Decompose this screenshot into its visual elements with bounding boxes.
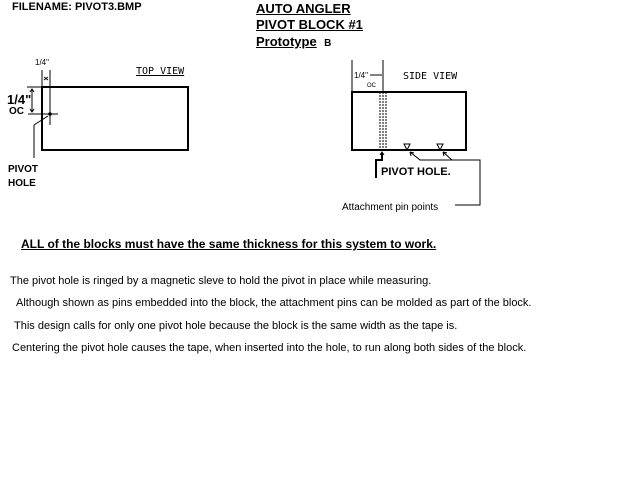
left-dim-label: 1/4" [7, 92, 32, 107]
note-line: This design calls for only one pivot hole because the block is the same width as the tape is. [14, 320, 458, 332]
top-view-block [42, 87, 188, 150]
prototype-label: Prototype [256, 34, 317, 49]
title-line-2: PIVOT BLOCK #1 [256, 17, 363, 32]
top-view-label: TOP VIEW [136, 66, 185, 77]
pivot-hole-label-1: PIVOT [8, 164, 39, 175]
side-view [342, 60, 480, 213]
note-line: Centering the pivot hole causes the tape, when inserted into the hole, to run along both sides of the block. [12, 342, 527, 354]
pivot-hole-channel [380, 92, 386, 150]
filename-label: FILENAME: PIVOT3.BMP [12, 1, 142, 13]
note-line: Although shown as pins embedded into the block, the attachment pins can be molded as part of the block. [16, 297, 532, 309]
top-dim-label: 1/4" [35, 58, 49, 67]
attachment-pins-label: Attachment pin points [342, 202, 439, 213]
side-dim-label: 1/4" [354, 71, 368, 80]
title-line-1: AUTO ANGLER [256, 1, 351, 16]
left-dim-oc: OC [9, 106, 24, 117]
revision-label: B [324, 38, 332, 49]
side-view-label: SIDE VIEW [403, 71, 458, 82]
side-pivot-hole-label: PIVOT HOLE. [381, 166, 451, 178]
pivot-hole-label-2: HOLE [8, 178, 36, 189]
side-view-block [352, 92, 466, 150]
thickness-warning: ALL of the blocks must have the same thickness for this system to work. [21, 237, 437, 251]
side-dim-oc: OC [367, 83, 376, 89]
top-view [7, 58, 188, 189]
note-line: The pivot hole is ringed by a magnetic sleve to hold the pivot in place while measuring. [10, 275, 432, 287]
